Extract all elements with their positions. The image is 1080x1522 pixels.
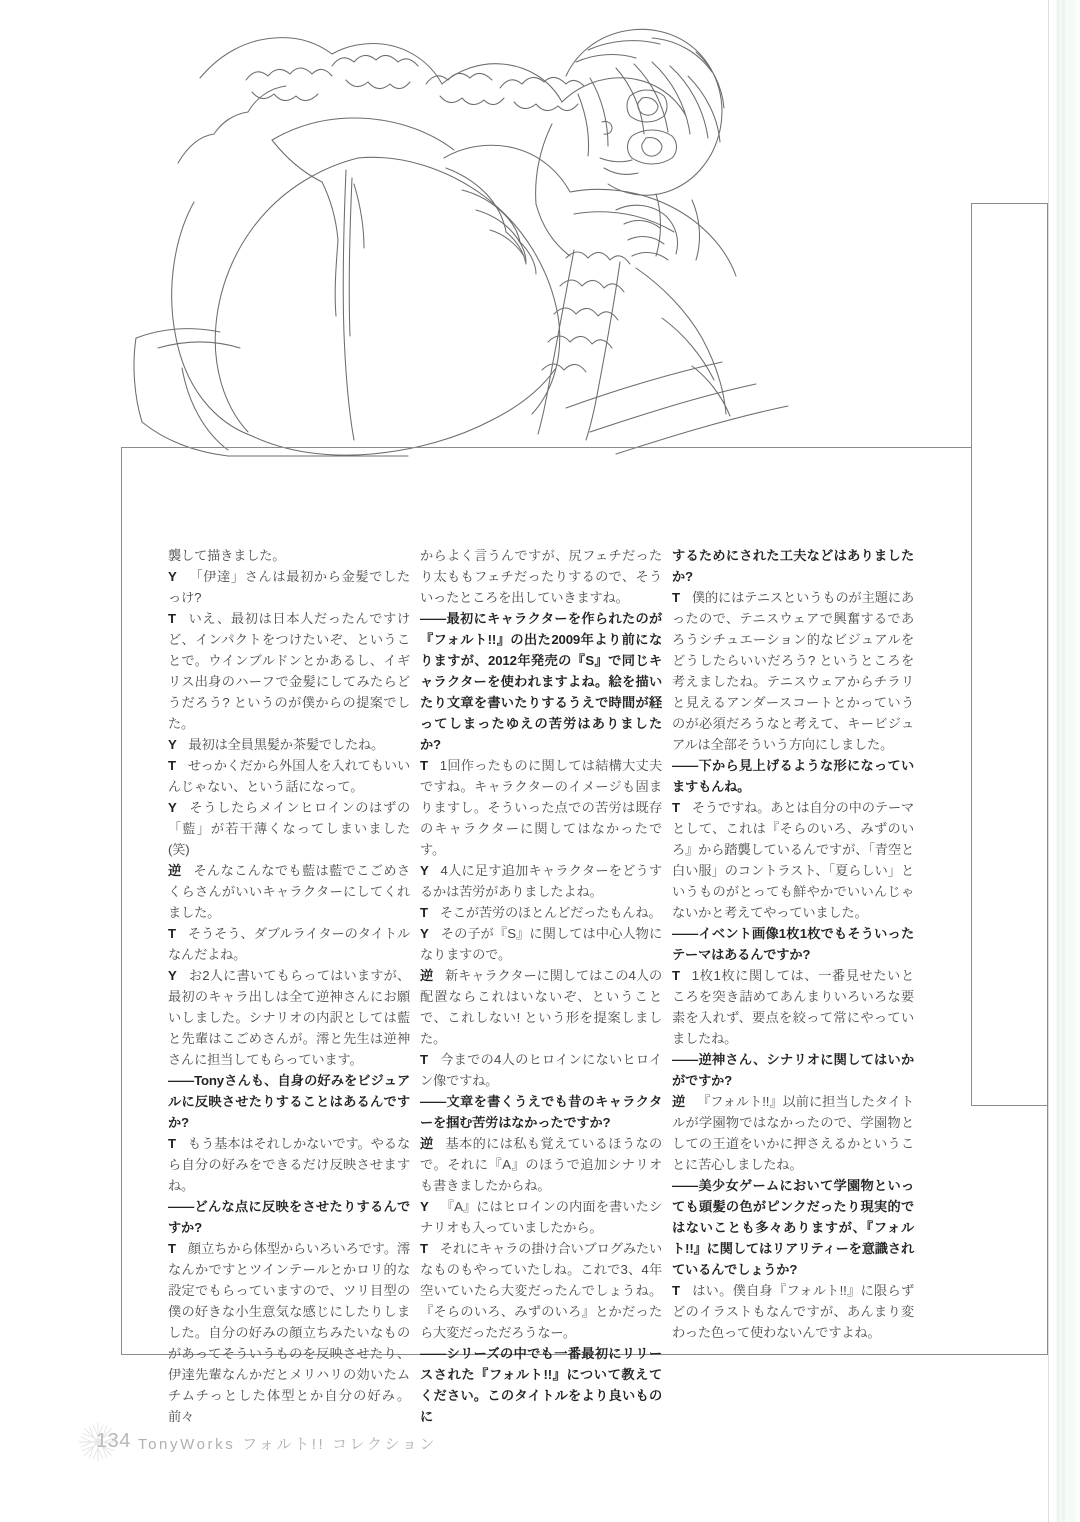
paragraph-text: からよく言うんですが、尻フェチだったり太ももフェチだったりするので、そういったところを出していきますね。 xyxy=(420,548,662,605)
paragraph-text: 基本的には私も覚えているほうなので。それに『A』のほうで追加シナリオも書きましたからね。 xyxy=(420,1136,662,1193)
paragraph xyxy=(168,545,410,566)
page-number: 134 xyxy=(96,1430,131,1452)
paragraph-text: お2人に書いてもらってはいますが、最初のキャラ出しは全て逆神さんにお願いしました。シナリオの内訳としては藍と先輩はこごめさんが。澪と先生は逆神さんに担当してもらっています。 xyxy=(168,968,410,1067)
paragraph xyxy=(420,1049,662,1091)
speaker-label: T xyxy=(420,758,428,773)
paragraph-text: そうそう、ダブルライターのタイトルなんだよね。 xyxy=(168,926,410,962)
speaker-label: Y xyxy=(420,1199,429,1214)
paragraph-text: そうしたらメインヒロインのはずの「藍」が若干薄くなってしまいました (笑) xyxy=(168,800,410,857)
paragraph-text: するためにされた工夫などはありましたか? xyxy=(672,548,914,584)
paragraph-text: ——どんな点に反映をさせたりするんですか? xyxy=(168,1199,410,1235)
paragraph xyxy=(420,1343,662,1427)
paragraph-text: そうですね。あとは自分の中のテーマとして、これは『そらのいろ、みずのいろ』から踏襲しているんですが、「青空と白い服」のコントラスト、「夏らしい」というものがとっても鮮やかでいいんじゃないかと考えてやっていました。 xyxy=(672,800,914,920)
speaker-label: T xyxy=(420,905,428,920)
paragraph-text: 襲して描きました。 xyxy=(168,548,286,563)
paragraph-text: ——イベント画像1枚1枚でもそういったテーマはあるんですか? xyxy=(672,926,914,962)
paragraph xyxy=(420,1196,662,1238)
paragraph xyxy=(168,797,410,860)
paragraph xyxy=(420,1091,662,1133)
paragraph xyxy=(420,1238,662,1343)
paragraph-text: 『フォルト!!』以前に担当したタイトルが学園物ではなかったので、学園物としての王道をいかに押さえるかということに苦心しましたね。 xyxy=(672,1094,915,1172)
speaker-label: T xyxy=(420,1052,428,1067)
paragraph-text: せっかくだから外国人を入れてもいいんじゃない、という話になって。 xyxy=(168,758,410,794)
page-footer xyxy=(70,1424,570,1464)
speaker-label: T xyxy=(672,968,680,983)
speaker-label: T xyxy=(672,1283,680,1298)
paragraph xyxy=(168,566,410,608)
paragraph xyxy=(672,797,914,923)
paragraph-text: 今までの4人のヒロインにないヒロイン像ですね。 xyxy=(420,1052,662,1088)
frame-overlap-mask xyxy=(972,440,1047,456)
speaker-label: 逆 xyxy=(420,1136,434,1151)
paragraph-text: それにキャラの掛け合いブログみたいなものもやっていたしね。これで3、4年空いていたら大変だったんでしょうね。『そらのいろ、みずのいろ』とかだったら大変だっただろうなー。 xyxy=(420,1241,662,1340)
paragraph xyxy=(672,1175,914,1280)
paragraph-text: ——下から見上げるような形になっていますもんね。 xyxy=(672,758,914,794)
speaker-label: Y xyxy=(420,926,429,941)
paragraph-text: 新キャラクターに関してはこの4人の配置ならこれはいないぞ、ということで、これしない! という形を提案しました。 xyxy=(420,968,662,1046)
paragraph-text: はい。僕自身『フォルト!!』に限らずどのイラストもなんですが、あんまり変わった色って使わないんですよね。 xyxy=(672,1283,914,1340)
text-column-2 xyxy=(420,545,662,1424)
paragraph-text: ——最初にキャラクターを作られたのが『フォルト!!』の出た2009年より前になりますが、2012年発売の『S』で同じキャラクターを使われますよね。絵を描いたり文章を書いたりするうえで時間が経ってしまったゆえの苦労はありましたか? xyxy=(420,611,662,752)
paragraph xyxy=(420,923,662,965)
speaker-label: Y xyxy=(420,863,429,878)
paragraph xyxy=(672,1280,914,1343)
speaker-label: 逆 xyxy=(672,1094,686,1109)
paragraph xyxy=(168,734,410,755)
paragraph xyxy=(168,755,410,797)
paragraph xyxy=(420,545,662,608)
paragraph-text: ——シリーズの中でも一番最初にリリースされた『フォルト!!』について教えてください。このタイトルをより良いものに xyxy=(420,1346,662,1424)
illustration-artwork xyxy=(96,18,796,458)
speaker-label: T xyxy=(168,926,176,941)
paragraph xyxy=(168,608,410,734)
speaker-label: 逆 xyxy=(420,968,434,983)
paragraph xyxy=(420,608,662,755)
paragraph xyxy=(672,587,914,755)
footer-book-title: TonyWorks フォルト!! コレクション xyxy=(138,1436,438,1453)
paragraph-text: 最初は全員黒髪か茶髪でしたね。 xyxy=(188,737,385,752)
speaker-label: T xyxy=(672,590,680,605)
paragraph xyxy=(168,860,410,923)
paragraph-text: 「伊達」さんは最初から金髪でしたっけ? xyxy=(168,569,410,605)
paragraph xyxy=(420,902,662,923)
paragraph xyxy=(672,965,914,1049)
paragraph xyxy=(672,923,914,965)
paragraph-text: 4人に足す追加キャラクターをどうするかは苦労がありましたよね。 xyxy=(420,863,662,899)
paragraph xyxy=(672,1049,914,1091)
speaker-label: Y xyxy=(168,569,177,584)
paragraph xyxy=(420,1133,662,1196)
speaker-label: T xyxy=(168,611,176,626)
text-column-1 xyxy=(168,545,410,1424)
speaker-label: T xyxy=(168,1241,176,1256)
speaker-label: Y xyxy=(168,737,177,752)
secondary-frame-box xyxy=(971,203,1048,1106)
paragraph xyxy=(672,545,914,587)
speaker-label: T xyxy=(168,1136,176,1151)
paragraph-text: いえ、最初は日本人だったんですけど、インパクトをつけたいぞ、ということで。ウインブルドンとかあるし、イギリス出身のハーフで金髪にしてみたらどうだろう? というのが僕からの提案でした。 xyxy=(168,611,410,731)
paragraph-text: ——文章を書くうえでも昔のキャラクターを掴む苦労はなかったですか? xyxy=(420,1094,662,1130)
paragraph-text: ——美少女ゲームにおいて学園物といっても頭髪の色がピンクだったり現実的ではないことも多々ありますが、『フォルト!!』に関してはリアリティーを意識されているんでしょうか? xyxy=(672,1178,914,1277)
paragraph xyxy=(672,755,914,797)
paragraph xyxy=(168,965,410,1070)
speaker-label: Y xyxy=(168,968,177,983)
paragraph-text: 1枚1枚に関しては、一番見せたいところを突き詰めてあんまりいろいろな要素を入れず、要点を絞って常にやっていましたね。 xyxy=(672,968,914,1046)
paragraph xyxy=(420,965,662,1049)
paragraph-text: 1回作ったものに関しては結構大丈夫ですね。キャラクターのイメージも固まりますし。そういった点での苦労は既存のキャラクターに関してはなかったです。 xyxy=(420,758,662,857)
speaker-label: T xyxy=(672,800,680,815)
paragraph-text: 顔立ちから体型からいろいろです。澪なんかですとツインテールとかロリ的な設定でもらっていますので、ツリ目型の僕の好きな小生意気な感じにしたりしました。自分の好みの顔立ちみたいなものがあってそういうものを反映させたり、伊達先輩なんかだとメリハリの効いたムチムチっとした体型とか自分の好み。前々 xyxy=(168,1241,410,1424)
text-column-3 xyxy=(672,545,915,1340)
paragraph-text: 『A』にはヒロインの内面を書いたシナリオも入っていましたから。 xyxy=(420,1199,662,1235)
paragraph-text: その子が『S』に関しては中心人物になりますので。 xyxy=(420,926,662,962)
paragraph xyxy=(672,1091,914,1175)
paragraph-text: もう基本はそれしかないです。やるなら自分の好みをできるだけ反映させますね。 xyxy=(168,1136,410,1193)
article-body xyxy=(168,545,916,1424)
scan-edge-line xyxy=(1048,0,1049,1522)
paragraph-text: 僕的にはテニスというものが主題にあったので、テニスウェアで興奮するであろうシチュエーション的なビジュアルをどうしたらいいだろう? というところを考えましたね。テニスウェアからチラリと見えるアンダースコートとかっていうのが必須だろうなと考えて、キービジュアルは全部そういう方向にしました。 xyxy=(672,590,914,752)
paragraph-text: ——Tonyさんも、自身の好みをビジュアルに反映させたりすることはあるんですか? xyxy=(168,1073,410,1130)
paragraph xyxy=(168,1133,410,1196)
speaker-label: T xyxy=(168,758,176,773)
speaker-label: T xyxy=(420,1241,428,1256)
paragraph xyxy=(168,1196,410,1238)
paragraph-text: ——逆神さん、シナリオに関してはいかがですか? xyxy=(672,1052,914,1088)
paragraph xyxy=(168,1070,410,1133)
paragraph-text: そこが苦労のほとんどだったもんね。 xyxy=(439,905,662,920)
speaker-label: Y xyxy=(168,800,177,815)
paragraph xyxy=(168,923,410,965)
paragraph xyxy=(420,860,662,902)
speaker-label: 逆 xyxy=(168,863,182,878)
paragraph xyxy=(420,755,662,860)
paragraph-text: そんなこんなでも藍は藍でこごめさくらさんがいいキャラクターにしてくれました。 xyxy=(168,863,410,920)
paragraph xyxy=(168,1238,410,1427)
